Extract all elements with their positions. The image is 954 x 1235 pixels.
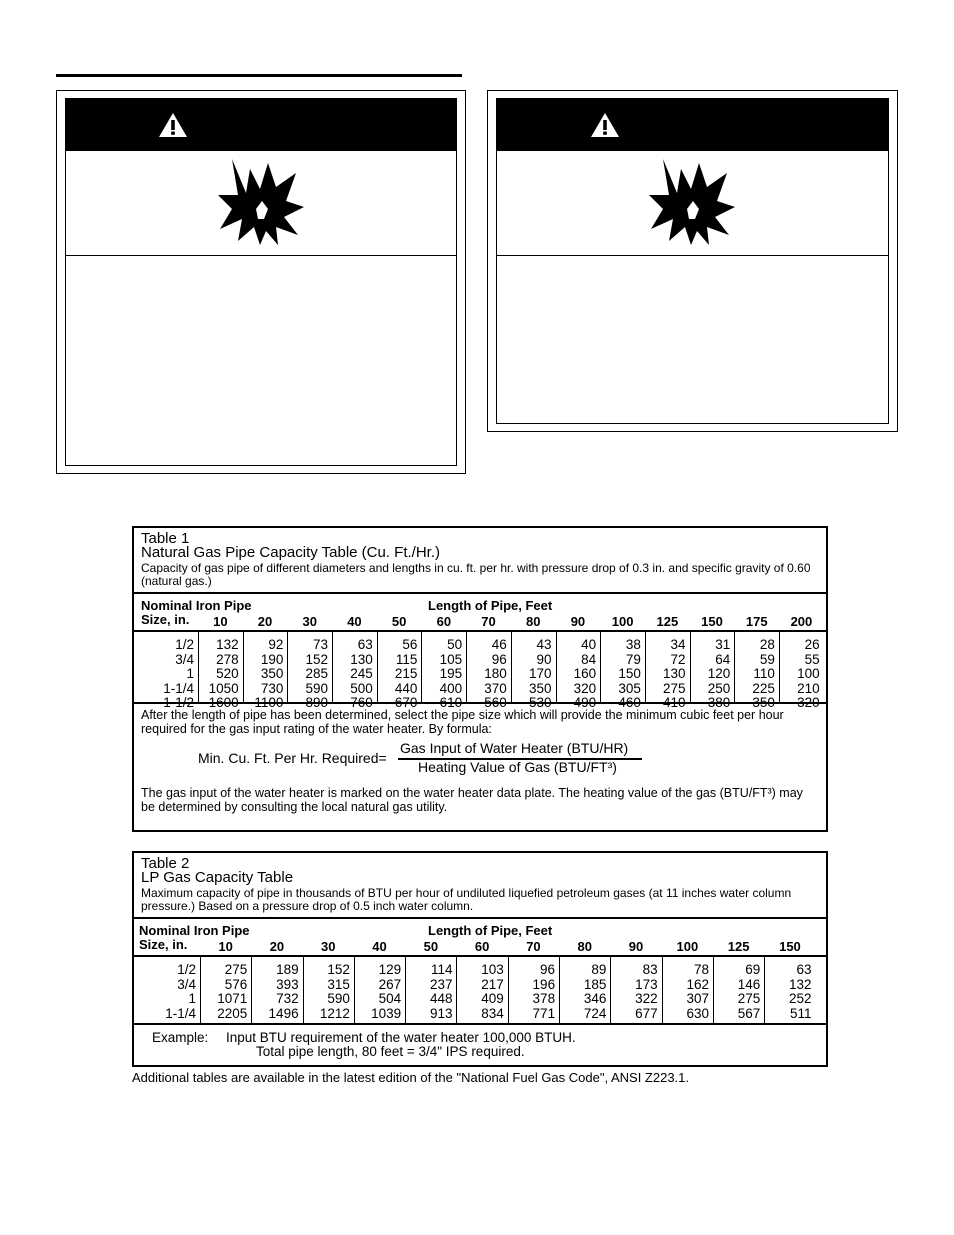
length-column <box>511 632 556 711</box>
capacity-cell: 245 <box>350 666 373 682</box>
length-label: 70 <box>481 614 496 629</box>
footer-caption: Additional tables are available in the latest edition of the "National Fuel Gas Code", ANSI Z223.1. <box>132 1070 690 1085</box>
length-column <box>466 632 511 711</box>
length-label: 80 <box>577 939 592 954</box>
table-number: Table 1 <box>141 530 190 547</box>
capacity-cell: 129 <box>378 962 402 977</box>
top-rule <box>56 74 462 77</box>
capacity-cell: 567 <box>737 1005 761 1021</box>
capacity-cell: 180 <box>484 666 507 682</box>
capacity-cell: 440 <box>394 680 418 696</box>
length-label: 80 <box>526 614 541 629</box>
capacity-cell: 677 <box>635 1005 658 1021</box>
warning-box-right <box>487 90 898 432</box>
capacity-cell: 152 <box>305 651 329 667</box>
length-column <box>405 957 456 1023</box>
capacity-cell: 115 <box>395 651 418 667</box>
length-column <box>303 957 354 1023</box>
capacity-cell: 890 <box>305 695 329 711</box>
length-label: 40 <box>347 614 362 629</box>
capacity-cell: 1496 <box>268 1005 299 1021</box>
pipe-size-cell: 1/2 <box>175 637 194 652</box>
capacity-cell: 96 <box>540 962 556 977</box>
length-column <box>200 957 251 1023</box>
capacity-cell: 89 <box>591 962 607 977</box>
capacity-cell: 448 <box>429 991 453 1007</box>
length-label: 125 <box>656 614 679 629</box>
length-label: 100 <box>676 939 699 954</box>
capacity-cell: 1600 <box>208 695 239 711</box>
length-label: 50 <box>391 614 407 629</box>
capacity-cell: 130 <box>663 666 686 682</box>
capacity-cell: 38 <box>625 637 641 652</box>
capacity-cell: 724 <box>583 1005 607 1021</box>
capacity-cell: 69 <box>745 962 761 977</box>
capacity-cell: 320 <box>797 695 820 711</box>
capacity-cell: 834 <box>481 1005 504 1021</box>
length-label: 150 <box>779 939 801 954</box>
length-label: 50 <box>423 939 439 954</box>
capacity-cell: 1100 <box>254 695 284 711</box>
capacity-cell: 120 <box>707 666 731 682</box>
capacity-cell: 195 <box>439 666 463 682</box>
length-label: 150 <box>701 614 723 629</box>
warning-header-band <box>497 99 888 151</box>
capacity-cell: 500 <box>350 680 373 696</box>
pipe-size-cell: 1-1/4 <box>163 680 194 696</box>
capacity-cell: 146 <box>737 976 761 992</box>
explosion-symbol-area <box>66 151 456 256</box>
capacity-cell: 576 <box>224 976 248 992</box>
capacity-cell: 307 <box>686 991 709 1007</box>
warning-box-left <box>56 90 466 474</box>
capacity-cell: 1039 <box>371 1005 402 1021</box>
length-column <box>662 957 713 1023</box>
capacity-cell: 237 <box>429 976 453 992</box>
table-1 <box>132 526 828 832</box>
capacity-cell: 63 <box>796 962 812 977</box>
capacity-cell: 590 <box>305 680 329 696</box>
capacity-cell: 225 <box>752 680 775 696</box>
formula-numerator: Gas Input of Water Heater (BTU/HR) <box>400 740 629 756</box>
capacity-cell: 350 <box>752 695 775 711</box>
capacity-cell: 378 <box>532 991 556 1007</box>
capacity-cell: 196 <box>532 976 556 992</box>
size-header-line-1: Nominal Iron Pipe <box>141 598 252 613</box>
capacity-cell: 190 <box>260 651 284 667</box>
explosion-icon <box>649 159 735 245</box>
explosion-icon <box>218 159 304 245</box>
formula-denominator: Heating Value of Gas (BTU/FT³) <box>418 759 617 775</box>
capacity-cell: 252 <box>789 991 812 1007</box>
capacity-cell: 275 <box>663 680 686 696</box>
capacity-cell: 630 <box>686 1005 709 1021</box>
pipe-size-column <box>134 957 200 1023</box>
pipe-size-cell: 1 <box>186 666 194 682</box>
capacity-cell: 278 <box>216 651 239 667</box>
table-2-values <box>134 957 826 1025</box>
length-column <box>287 632 332 711</box>
capacity-cell: 1050 <box>208 680 239 696</box>
capacity-cell: 250 <box>707 680 731 696</box>
table-2-example <box>134 1025 826 1067</box>
capacity-cell: 520 <box>216 666 239 682</box>
capacity-cell: 760 <box>350 695 373 711</box>
length-label: 30 <box>302 614 317 629</box>
length-label: 40 <box>372 939 387 954</box>
warning-header-band <box>66 99 456 151</box>
capacity-cell: 43 <box>536 637 552 652</box>
capacity-cell: 913 <box>429 1005 453 1021</box>
capacity-cell: 90 <box>536 651 552 667</box>
length-column <box>734 632 779 711</box>
length-label: 125 <box>727 939 750 954</box>
capacity-cell: 150 <box>618 666 641 682</box>
capacity-cell: 410 <box>663 695 686 711</box>
table-1-values <box>134 632 826 711</box>
capacity-cell: 40 <box>581 637 597 652</box>
table-1-grid <box>134 632 826 711</box>
length-label: 70 <box>526 939 541 954</box>
table-2-column-header <box>134 919 826 957</box>
length-label: 90 <box>570 614 586 629</box>
pipe-size-cell: 1-1/2 <box>163 695 194 711</box>
capacity-cell: 730 <box>260 680 284 696</box>
length-column <box>556 632 601 711</box>
capacity-cell: 100 <box>797 666 820 682</box>
capacity-cell: 217 <box>481 976 504 992</box>
table-title: Natural Gas Pipe Capacity Table (Cu. Ft./Hr.) <box>141 544 441 561</box>
capacity-cell: 346 <box>583 991 607 1007</box>
capacity-cell: 31 <box>715 637 731 652</box>
length-label: 100 <box>611 614 634 629</box>
capacity-cell: 215 <box>394 666 418 682</box>
capacity-cell: 72 <box>670 651 686 667</box>
length-label: 175 <box>745 614 768 629</box>
capacity-cell: 2205 <box>217 1005 248 1021</box>
capacity-cell: 50 <box>447 637 463 652</box>
capacity-cell: 275 <box>224 962 248 977</box>
capacity-cell: 315 <box>327 976 350 992</box>
capacity-cell: 114 <box>430 962 453 977</box>
capacity-cell: 275 <box>737 991 761 1007</box>
pipe-size-cell: 1-1/4 <box>165 1005 196 1021</box>
length-column <box>645 632 690 711</box>
table-2-heading <box>134 853 826 919</box>
length-column <box>377 632 422 711</box>
length-column <box>421 632 466 711</box>
capacity-cell: 400 <box>439 680 463 696</box>
capacity-cell: 320 <box>573 680 597 696</box>
length-label: 90 <box>628 939 644 954</box>
length-column <box>610 957 661 1023</box>
capacity-cell: 96 <box>491 651 507 667</box>
pipe-size-cell: 1/2 <box>177 962 196 977</box>
length-column <box>600 632 645 711</box>
length-column <box>690 632 735 711</box>
capacity-cell: 28 <box>759 637 775 652</box>
capacity-cell: 84 <box>581 651 597 667</box>
capacity-cell: 350 <box>260 666 284 682</box>
length-column <box>779 632 824 711</box>
capacity-cell: 460 <box>618 695 641 711</box>
length-column <box>508 957 559 1023</box>
example-line-2: Total pipe length, 80 feet = 3/4" IPS required. <box>256 1044 525 1059</box>
note-1: After the length of pipe has been determined, select the pipe size which will provide the minimum cubic feet per hour required for the gas input rating of the water heater. By formula: <box>141 708 784 736</box>
pipe-size-cell: 1 <box>188 991 196 1007</box>
capacity-cell: 173 <box>635 976 658 992</box>
capacity-cell: 409 <box>481 991 504 1007</box>
capacity-cell: 322 <box>635 991 658 1007</box>
length-column <box>332 632 377 711</box>
size-header-line-1: Nominal Iron Pipe <box>139 923 250 938</box>
pipe-size-cell: 3/4 <box>175 651 194 667</box>
capacity-cell: 370 <box>484 680 507 696</box>
length-label: 60 <box>474 939 490 954</box>
length-column <box>764 957 815 1023</box>
capacity-cell: 26 <box>804 637 820 652</box>
table-number: Table 2 <box>141 855 190 872</box>
capacity-cell: 560 <box>484 695 507 711</box>
capacity-cell: 64 <box>715 651 731 667</box>
capacity-cell: 504 <box>378 991 402 1007</box>
capacity-cell: 92 <box>268 637 284 652</box>
table-title: LP Gas Capacity Table <box>141 869 294 886</box>
length-column <box>456 957 507 1023</box>
capacity-cell: 267 <box>378 976 402 992</box>
capacity-cell: 285 <box>305 666 329 682</box>
explosion-symbol-area <box>497 151 888 256</box>
capacity-cell: 590 <box>327 991 350 1007</box>
length-label: 10 <box>218 939 233 954</box>
capacity-cell: 189 <box>276 962 299 977</box>
capacity-cell: 490 <box>573 695 597 711</box>
length-column <box>251 957 302 1023</box>
capacity-cell: 610 <box>439 695 463 711</box>
note-2: The gas input of the water heater is marked on the water heater data plate. The heating value of the gas (BTU/FT³) may be determined by consulting the local natural gas utility. <box>141 786 803 814</box>
length-column <box>559 957 610 1023</box>
capacity-cell: 79 <box>625 651 641 667</box>
capacity-cell: 78 <box>693 962 709 977</box>
formula-label: Min. Cu. Ft. Per Hr. Required= <box>198 750 387 766</box>
size-header-line-2: Size, in. <box>141 612 190 627</box>
capacity-cell: 130 <box>350 651 373 667</box>
warning-triangle-icon <box>590 112 620 138</box>
table-description: Capacity of gas pipe of different diameters and lengths in cu. ft. per hr. with pressure drop of 0.3 in. and specific gravity of 0.60 (natural gas.) <box>141 561 811 588</box>
example-line-1: Input BTU requirement of the water heater 100,000 BTUH. <box>226 1030 576 1045</box>
capacity-cell: 771 <box>532 1005 556 1021</box>
capacity-cell: 110 <box>753 666 775 682</box>
capacity-cell: 170 <box>528 666 552 682</box>
capacity-cell: 210 <box>797 680 820 696</box>
capacity-cell: 530 <box>528 695 552 711</box>
length-column <box>243 632 288 711</box>
size-header-line-2: Size, in. <box>139 937 188 952</box>
table-2 <box>132 851 828 1067</box>
capacity-cell: 132 <box>789 976 812 992</box>
length-label: 60 <box>436 614 452 629</box>
length-label: 30 <box>321 939 336 954</box>
table-2-grid <box>134 957 826 1023</box>
capacity-cell: 393 <box>276 976 299 992</box>
capacity-cell: 380 <box>707 695 731 711</box>
capacity-cell: 305 <box>618 680 641 696</box>
capacity-cell: 103 <box>481 962 504 977</box>
length-label: 20 <box>269 939 285 954</box>
length-column <box>198 632 243 711</box>
capacity-cell: 160 <box>573 666 597 682</box>
length-label: 200 <box>790 614 813 629</box>
capacity-cell: 1071 <box>217 991 248 1007</box>
pipe-size-column <box>134 632 198 711</box>
capacity-cell: 34 <box>670 637 686 652</box>
capacity-cell: 105 <box>439 651 463 667</box>
pipe-size-cell: 3/4 <box>177 976 196 992</box>
capacity-cell: 73 <box>313 637 329 652</box>
capacity-cell: 83 <box>642 962 658 977</box>
capacity-cell: 46 <box>491 637 507 652</box>
length-label: 20 <box>257 614 273 629</box>
example-label: Example: <box>152 1030 209 1045</box>
capacity-cell: 1212 <box>319 1005 350 1021</box>
capacity-cell: 132 <box>216 637 239 652</box>
table-1-notes <box>134 704 826 822</box>
capacity-cell: 56 <box>402 637 418 652</box>
capacity-cell: 350 <box>528 680 552 696</box>
table-description: Maximum capacity of pipe in thousands of BTU per hour of undiluted liquefied petroleum gases (at 11 inches water column pressure.) Based on a pressure drop of 0.5 inch water column. <box>141 886 792 913</box>
capacity-cell: 670 <box>394 695 418 711</box>
capacity-cell: 55 <box>804 651 820 667</box>
length-label: 10 <box>213 614 228 629</box>
length-header: Length of Pipe, Feet <box>428 598 553 613</box>
warning-box-left-inner <box>65 98 457 466</box>
length-header: Length of Pipe, Feet <box>428 923 553 938</box>
capacity-cell: 162 <box>686 976 709 992</box>
length-column <box>713 957 764 1023</box>
table-1-heading <box>134 528 826 594</box>
warning-triangle-icon <box>158 112 188 138</box>
capacity-cell: 63 <box>357 637 373 652</box>
capacity-cell: 152 <box>327 962 350 977</box>
warning-box-right-inner <box>496 98 889 424</box>
length-column <box>354 957 405 1023</box>
capacity-cell: 511 <box>790 1005 812 1021</box>
capacity-cell: 185 <box>583 976 607 992</box>
table-1-column-header <box>134 594 826 632</box>
capacity-cell: 732 <box>276 991 299 1007</box>
capacity-cell: 59 <box>759 651 775 667</box>
